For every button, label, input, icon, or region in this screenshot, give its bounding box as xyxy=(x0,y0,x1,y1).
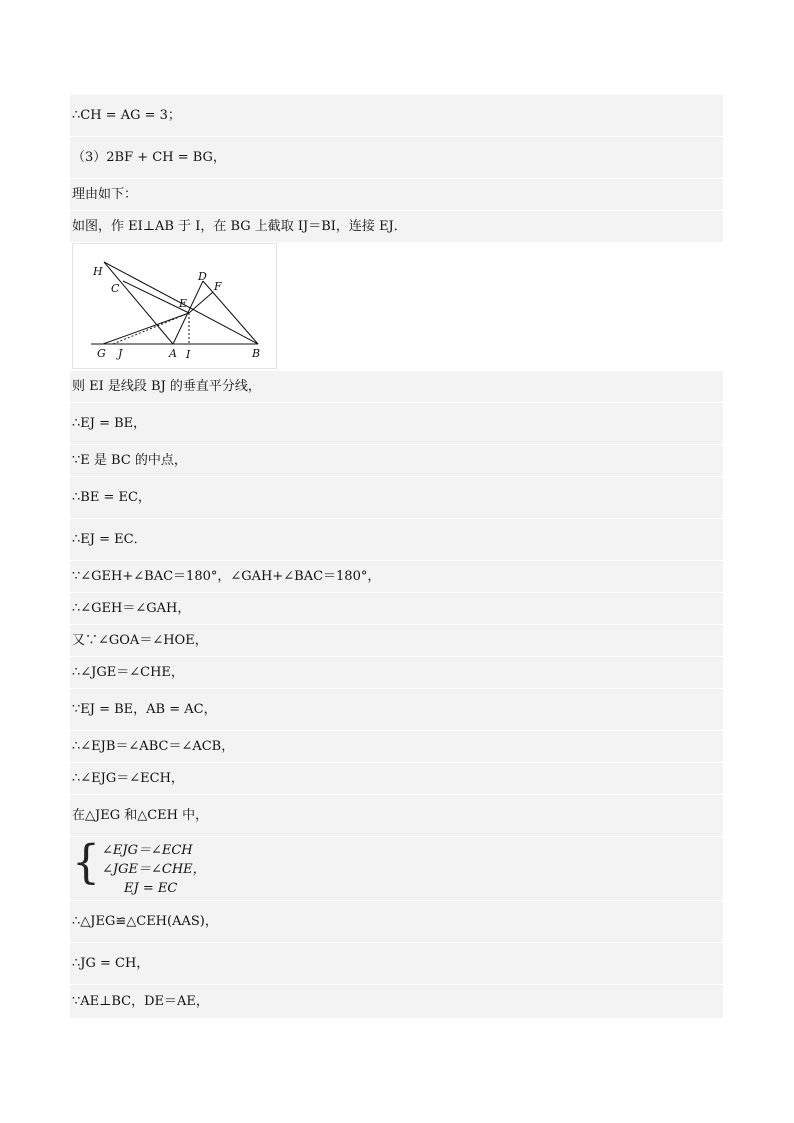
text-line: 如图，作 EI⊥AB 于 I，在 BG 上截取 IJ＝BI，连接 EJ． xyxy=(70,211,723,243)
text-line: 理由如下： xyxy=(70,179,723,211)
text-line: ∴△JEG≌△CEH(AAS)， xyxy=(70,901,723,943)
label-J: J xyxy=(118,347,123,360)
geometry-diagram xyxy=(73,244,276,368)
text-line: 则 EI 是线段 BJ 的垂直平分线， xyxy=(70,371,723,403)
label-B: B xyxy=(252,347,261,360)
text-line: ∵E 是 BC 的中点， xyxy=(70,445,723,477)
text-line: ∴∠GEH＝∠GAH， xyxy=(70,593,723,625)
left-brace-symbol: { xyxy=(72,835,100,890)
system-line: ∠JGE＝∠CHE， xyxy=(102,862,206,877)
label-F: F xyxy=(214,280,222,293)
text-line: 又∵∠GOA＝∠HOE， xyxy=(70,625,723,657)
text-line: ∴∠JGE＝∠CHE， xyxy=(70,657,723,689)
text-line: ∴∠EJG＝∠ECH， xyxy=(70,763,723,795)
figure-row xyxy=(70,243,723,371)
text-line: ∴EJ = BE， xyxy=(70,403,723,445)
label-E: E xyxy=(179,297,188,310)
text-line: ∵EJ = BE，AB = AC， xyxy=(70,689,723,731)
text-line: ∴JG = CH， xyxy=(70,943,723,985)
label-C: C xyxy=(111,282,120,295)
text-line: ∵∠GEH+∠BAC＝180°，∠GAH+∠BAC＝180°， xyxy=(70,561,723,593)
system-line: EJ = EC xyxy=(124,881,178,896)
geometry-figure xyxy=(72,243,277,369)
label-D: D xyxy=(198,270,207,283)
label-H: H xyxy=(93,265,103,278)
text-line: ∴∠EJB＝∠ABC＝∠ACB， xyxy=(70,731,723,763)
line-GE xyxy=(103,313,189,344)
label-A: A xyxy=(169,347,177,360)
text-line: ∴BE = EC， xyxy=(70,477,723,519)
line-DB xyxy=(203,281,258,344)
text-line: （3）2BF + CH = BG， xyxy=(70,137,723,179)
label-I: I xyxy=(186,348,191,361)
system-lines xyxy=(102,841,206,898)
label-G: G xyxy=(97,347,106,360)
solution-body xyxy=(70,95,723,1019)
text-line: ∴EJ = EC． xyxy=(70,519,723,561)
equation-system xyxy=(70,837,723,901)
system-line: ∠EJG＝∠ECH xyxy=(102,843,193,858)
text-line: 在△JEG 和△CEH 中， xyxy=(70,795,723,837)
text-line: ∵AE⊥BC，DE＝AE， xyxy=(70,985,723,1019)
text-line: ∴CH = AG = 3； xyxy=(70,95,723,137)
